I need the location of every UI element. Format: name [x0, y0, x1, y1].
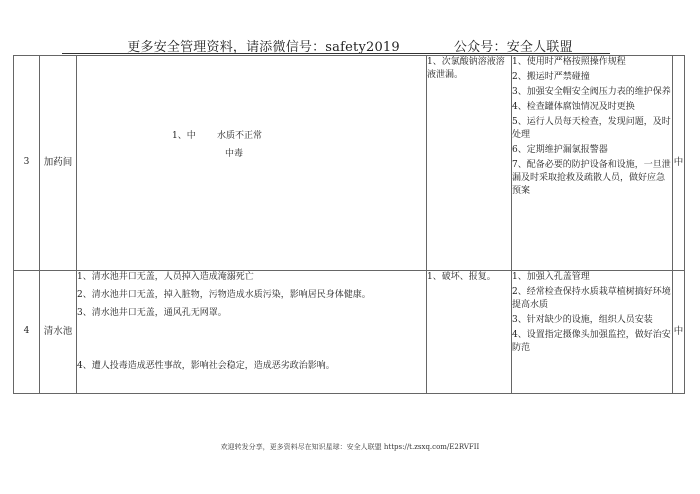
header-wechat-text: 更多安全管理资料，请添微信号：safety2019 [127, 40, 400, 55]
row-number: 3 [14, 56, 40, 271]
hazard-item: 2、清水池井口无盖，掉入脏物，污物造成水质污染，影响居民身体健康。 [77, 290, 371, 301]
area-name: 清水池 [40, 271, 77, 394]
consequence-cell: 1、次氯酸钠溶液溶液泄漏。 [427, 56, 512, 271]
hazard-item: 4、遭人投毒造成恶性事故，影响社会稳定，造成恶劣政治影响。 [77, 361, 335, 372]
measure-item: 3、针对缺少的设施，组织人员安装 [512, 315, 653, 326]
row-number: 4 [14, 271, 40, 394]
measures-cell [512, 56, 673, 271]
header-rule [62, 53, 610, 54]
consequence-cell: 1、破坏、报复。 [427, 271, 512, 394]
hazard-text: 水质不正常 [217, 131, 263, 141]
area-name: 加药间 [40, 56, 77, 271]
page-footer: 欢迎转发分享，更多资料尽在知识星球：安全人联盟 https://t.zsxq.com/E2RVFII [220, 443, 480, 451]
risk-level: 中 [673, 56, 685, 271]
measure-item: 5、运行人员每天检查，发现问题，及时处理 [512, 117, 671, 141]
measure-item: 7、配备必要的防护设备和设施，一旦泄漏及时采取抢救及疏散人员，做好应急预案 [512, 160, 671, 197]
table-row [14, 271, 685, 394]
measure-item: 1、加强入孔盖管理 [512, 272, 590, 282]
measure-item: 2、经常检查保持水质栽草植树搞好环境提高水质 [512, 287, 671, 311]
measure-item: 4、设置指定摄像头加强监控，做好治安防范 [512, 330, 671, 354]
hazard-item: 1、清水池井口无盖，人员掉入造成淹溺死亡 [77, 272, 254, 282]
hazard-number: 1、中 [172, 131, 196, 141]
hazard-cell [77, 271, 427, 394]
risk-table [13, 55, 685, 394]
measure-item: 1、使用时严格按照操作规程 [512, 57, 626, 67]
risk-level: 中 [673, 271, 685, 394]
header-account-text: 公众号：安全人联盟 [453, 40, 573, 55]
measures-cell [512, 271, 673, 394]
hazard-cell [77, 56, 427, 271]
table-row [14, 56, 685, 271]
measure-item: 3、加强安全帽安全阀压力表的维护保养 [512, 87, 671, 98]
measure-item: 6、定期维护漏氯报警器 [512, 145, 608, 156]
measure-item: 2、搬运时严禁碰撞 [512, 72, 590, 83]
measure-item: 4、检查罐体腐蚀情况及时更换 [512, 102, 635, 113]
hazard-subtext: 中毒 [225, 149, 244, 159]
hazard-item: 3、清水池井口无盖，通风孔无网罩。 [77, 308, 227, 319]
